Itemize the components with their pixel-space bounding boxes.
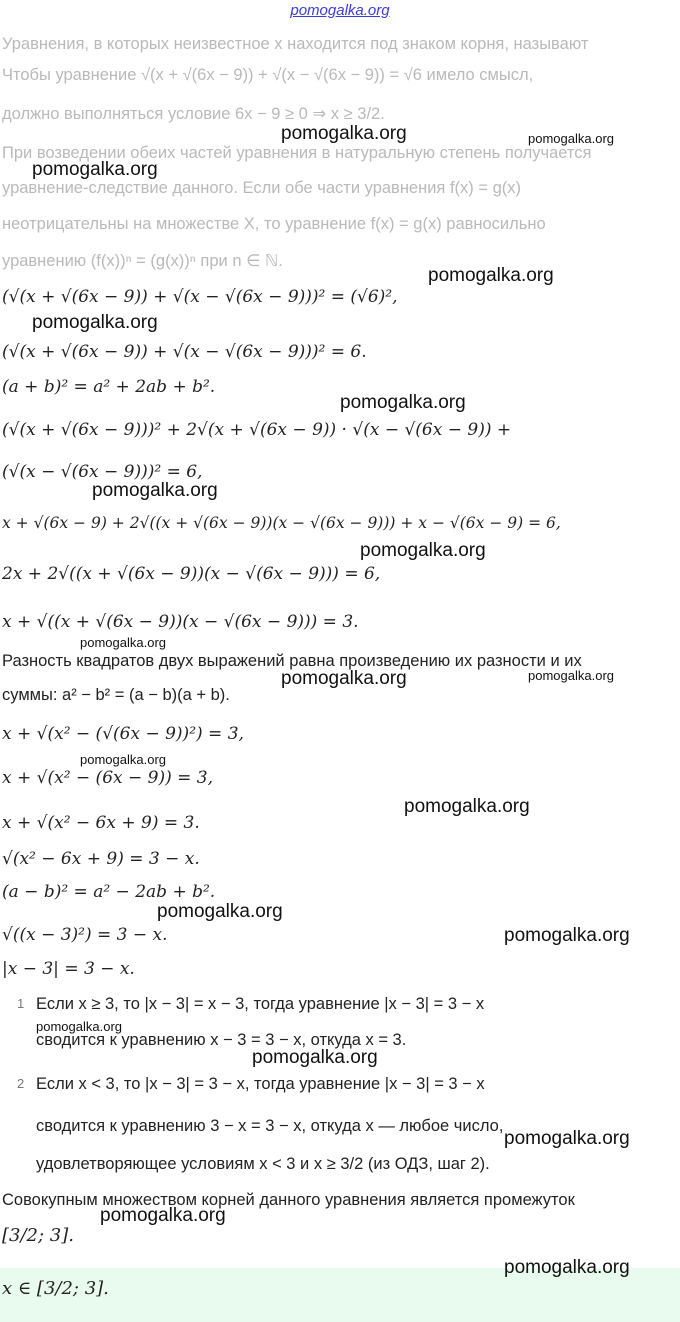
watermark: pomogalka.org [504, 1257, 630, 1278]
intro-line-1: Уравнения, в которых неизвестное x находится под знаком корня, называют [2, 35, 589, 53]
watermark: pomogalka.org [32, 159, 158, 180]
watermark: pomogalka.org [281, 668, 407, 689]
intro-line-3: должно выполняться условие 6x − 9 ≥ 0 ⇒ x ≥ 3/2. [2, 105, 385, 123]
watermark: pomogalka.org [100, 1205, 226, 1226]
case-2-line-3: удовлетворяющее условиям x < 3 и x ≥ 3/2 (из ОДЗ, шаг 2). [36, 1155, 490, 1173]
intro-line-6: неотрицательны на множестве X, то уравнение f(x) = g(x) равносильно [2, 215, 546, 233]
intro-line-4: При возведении обеих частей уравнения в натуральную степень получается [2, 144, 592, 162]
watermark: pomogalka.org [528, 668, 614, 683]
watermark: pomogalka.org [504, 925, 630, 946]
watermark: pomogalka.org [252, 1047, 378, 1068]
case-2-line-1: Если x < 3, то |x − 3| = 3 − x, тогда уравнение |x − 3| = 3 − x [36, 1075, 485, 1093]
step-1: (√(x + √(6x − 9)) + √(x − √(6x − 9)))² = (√6)², [2, 287, 398, 307]
step-t1: x + √(x² − (√(6x − 9))²) = 3, [2, 724, 244, 744]
intro-line-5: уравнение-следствие данного. Если обе части уравнения f(x) = g(x) [2, 179, 521, 197]
step-5: x + √(6x − 9) + 2√((x + √(6x − 9))(x − √(6x − 9))) + x − √(6x − 9) = 6, [2, 514, 561, 532]
case-2-line-2: сводится к уравнению 3 − x = 3 − x, откуда x — любое число, [36, 1117, 504, 1135]
case-1-line-1: Если x ≥ 3, то |x − 3| = x − 3, тогда уравнение |x − 3| = 3 − x [36, 995, 485, 1013]
watermark: pomogalka.org [340, 392, 466, 413]
case-2-number: 2 [17, 1076, 25, 1091]
step-t2: x + √(x² − (6x − 9)) = 3, [2, 768, 213, 788]
watermark: pomogalka.org [32, 312, 158, 333]
step-4a: (√(x + √(6x − 9)))² + 2√(x + √(6x − 9)) · √(x − √(6x − 9)) + [2, 420, 512, 440]
watermark: pomogalka.org [80, 752, 166, 767]
diff-squares-text-2: суммы: a² − b² = (a − b)(a + b). [2, 686, 230, 704]
watermark: pomogalka.org [404, 796, 530, 817]
step-t3: x + √(x² − 6x + 9) = 3. [2, 813, 200, 833]
watermark: pomogalka.org [428, 265, 554, 286]
step-6: 2x + 2√((x + √(6x − 9))(x − √(6x − 9))) = 6, [2, 564, 381, 584]
answer: x ∈ [3/2; 3]. [2, 1278, 109, 1299]
case-1-number: 1 [17, 996, 25, 1011]
watermark: pomogalka.org [281, 123, 407, 144]
diff-squares-text-1: Разность квадратов двух выражений равна произведению их разности и их [2, 652, 582, 670]
case-1-line-2: сводится к уравнению x − 3 = 3 − x, откуда x = 3. [36, 1031, 407, 1049]
conclusion-text: Совокупным множеством корней данного уравнения является промежуток [2, 1191, 575, 1209]
conclusion-interval: [3/2; 3]. [2, 1225, 74, 1246]
step-7: x + √((x + √(6x − 9))(x − √(6x − 9))) = 3. [2, 612, 359, 632]
watermark: pomogalka.org [528, 131, 614, 146]
step-t6: √((x − 3)²) = 3 − x. [2, 925, 168, 945]
watermark: pomogalka.org [504, 1128, 630, 1149]
step-t7: |x − 3| = 3 − x. [2, 959, 135, 979]
step-3: (a + b)² = a² + 2ab + b². [2, 377, 216, 397]
intro-line-2: Чтобы уравнение √(x + √(6x − 9)) + √(x − √(6x − 9)) = √6 имело смысл, [2, 66, 534, 84]
step-t4: √(x² − 6x + 9) = 3 − x. [2, 849, 200, 869]
watermark: pomogalka.org [92, 480, 218, 501]
step-4b: (√(x − √(6x − 9)))² = 6, [2, 462, 203, 482]
watermark: pomogalka.org [360, 540, 486, 561]
watermark: pomogalka.org [36, 1019, 122, 1034]
intro-line-7: уравнению (f(x))ⁿ = (g(x))ⁿ при n ∈ ℕ. [2, 252, 283, 270]
watermark: pomogalka.org [80, 635, 166, 650]
watermark: pomogalka.org [157, 901, 283, 922]
step-2: (√(x + √(6x − 9)) + √(x − √(6x − 9)))² = 6. [2, 342, 367, 362]
header-link[interactable]: pomogalka.org [290, 2, 390, 19]
step-t5: (a − b)² = a² − 2ab + b². [2, 882, 216, 902]
